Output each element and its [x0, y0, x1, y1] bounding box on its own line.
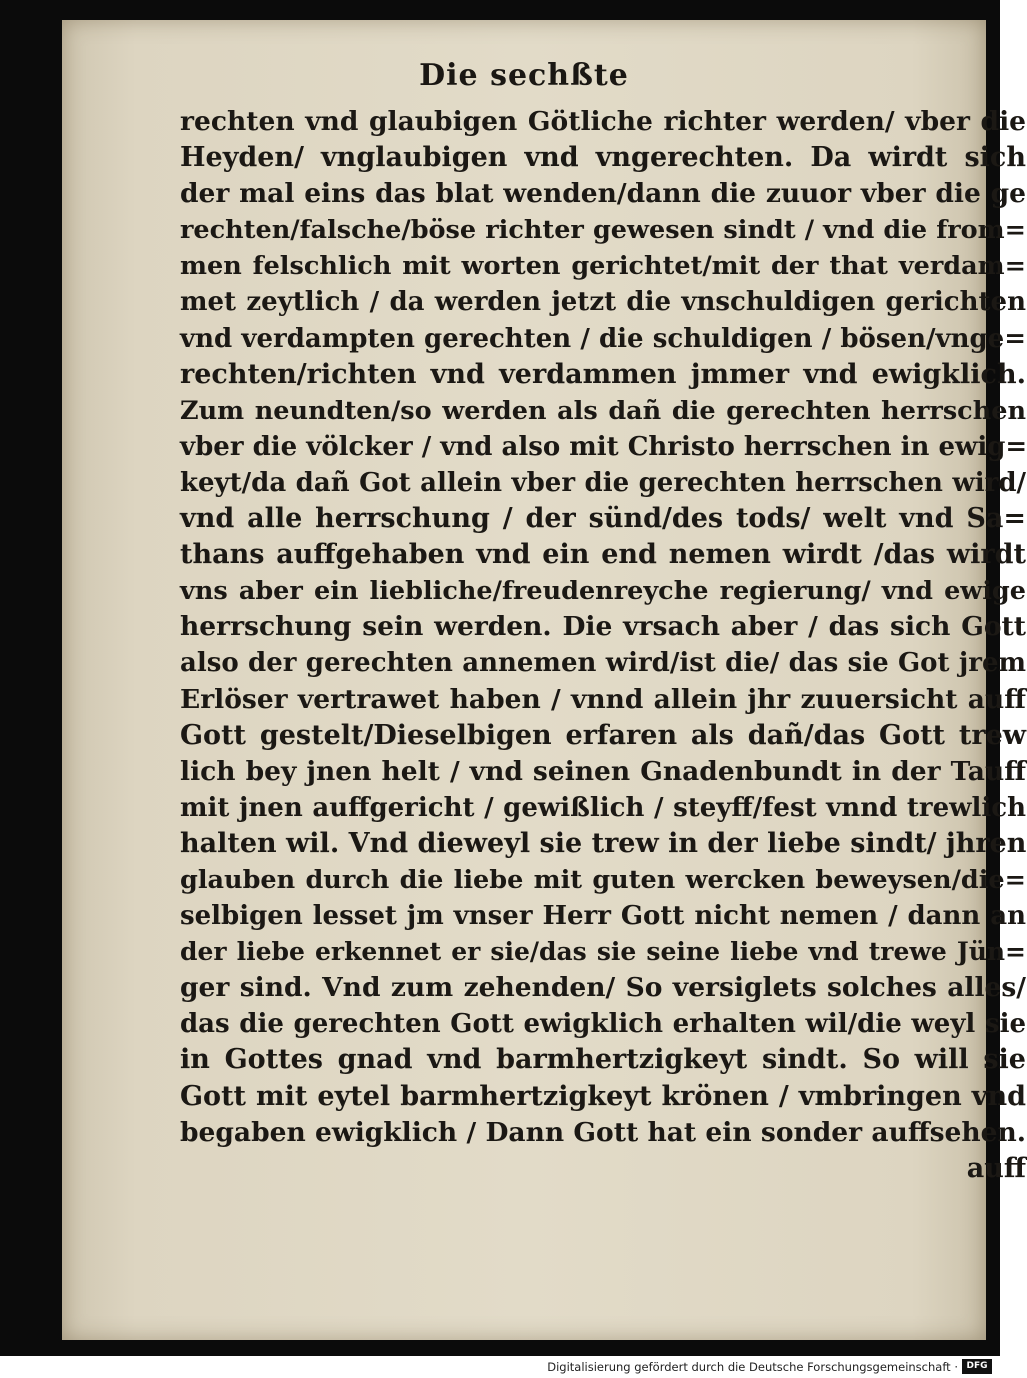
- text-line: men felschlich mit worten gerichtet/mit der that verdam=: [180, 251, 1026, 282]
- text-line: vns aber ein liebliche/freudenreyche regierung/ vnd ewige: [180, 576, 1026, 607]
- dfg-logo-icon: DFG: [962, 1359, 992, 1374]
- text-line: herrschung sein werden. Die vrsach aber / das sich Gott: [180, 611, 1026, 643]
- body-text: [180, 104, 1026, 1187]
- text-line: Heyden/ vnglaubigen vnd vngerechten. Da wirdt sich: [180, 142, 1026, 174]
- book-page: [62, 20, 1027, 1340]
- text-line: rechten vnd glaubigen Götliche richter werden/ vber die: [180, 106, 1026, 137]
- text-line: in Gottes gnad vnd barmhertzigkeyt sindt. So will sie: [180, 1044, 1026, 1076]
- text-line: begaben ewigklich / Dann Gott hat ein sonder auffsehen.: [180, 1116, 1026, 1148]
- text-line: ger sind. Vnd zum zehenden/ So versiglets solches alles/: [180, 972, 1026, 1004]
- text-line: thans auffgehaben vnd ein end nemen wirdt /das wirdt: [180, 539, 1026, 571]
- text-line: halten wil. Vnd dieweyl sie trew in der liebe sindt/ jhren: [180, 827, 1027, 859]
- text-line: vnd verdampten gerechten / die schuldigen / bösen/vnge=: [180, 323, 1026, 354]
- text-line: der liebe erkennet er sie/das sie seine liebe vnd trewe Jün=: [180, 937, 1026, 967]
- text-line: Gott mit eytel barmhertzigkeyt krönen / vmbringen vnd: [180, 1080, 1026, 1112]
- text-line: der mal eins das blat wenden/dann die zuuor vber die ge: [180, 178, 1026, 210]
- text-line: keyt/da dañ Got allein vber die gerechten herrschen wird/: [180, 467, 1026, 498]
- catchword: auff: [966, 1152, 1026, 1184]
- text-line: Gott gestelt/Dieselbigen erfaren als dañ/das Gott trew: [180, 719, 1026, 751]
- digitization-credit: Digitalisierung gefördert durch die Deutsche Forschungsgemeinschaft ·: [547, 1360, 958, 1374]
- text-line: vber die völcker / vnd also mit Christo herrschen in ewig=: [180, 431, 1027, 462]
- text-line: selbigen lesset jm vnser Herr Gott nicht nemen / dann an: [180, 901, 1026, 932]
- text-line: vnd alle herrschung / der sünd/des tods/ welt vnd Sa=: [180, 503, 1026, 535]
- text-line: met zeytlich / da werden jetzt die vnschuldigen gerichten: [180, 287, 1026, 318]
- footer-bar: [0, 1356, 1000, 1378]
- text-line: also der gerechten annemen wird/ist die/ das sie Got jrem: [180, 648, 1026, 679]
- text-line: Erlöser vertrawet haben / vnnd allein jhr zuuersicht auff: [180, 683, 1026, 715]
- text-line: rechten/richten vnd verdammen jmmer vnd ewigklich.: [180, 358, 1026, 390]
- text-line: glauben durch die liebe mit guten wercken beweysen/die=: [180, 864, 1026, 895]
- page-headline: Die sechßte: [419, 58, 629, 93]
- text-line: das die gerechten Gott ewigklich erhalten wil/die weyl sie: [180, 1009, 1026, 1040]
- text-line: lich bey jnen helt / vnd seinen Gnadenbundt in der Tauff: [180, 755, 1026, 787]
- text-line: mit jnen auffgericht / gewißlich / steyff/fest vnnd trewlich: [180, 792, 1026, 823]
- text-line: Zum neundten/so werden als dañ die gerechten herrschen: [180, 395, 1026, 426]
- text-line: rechten/falsche/böse richter gewesen sindt / vnd die from=: [180, 215, 1026, 246]
